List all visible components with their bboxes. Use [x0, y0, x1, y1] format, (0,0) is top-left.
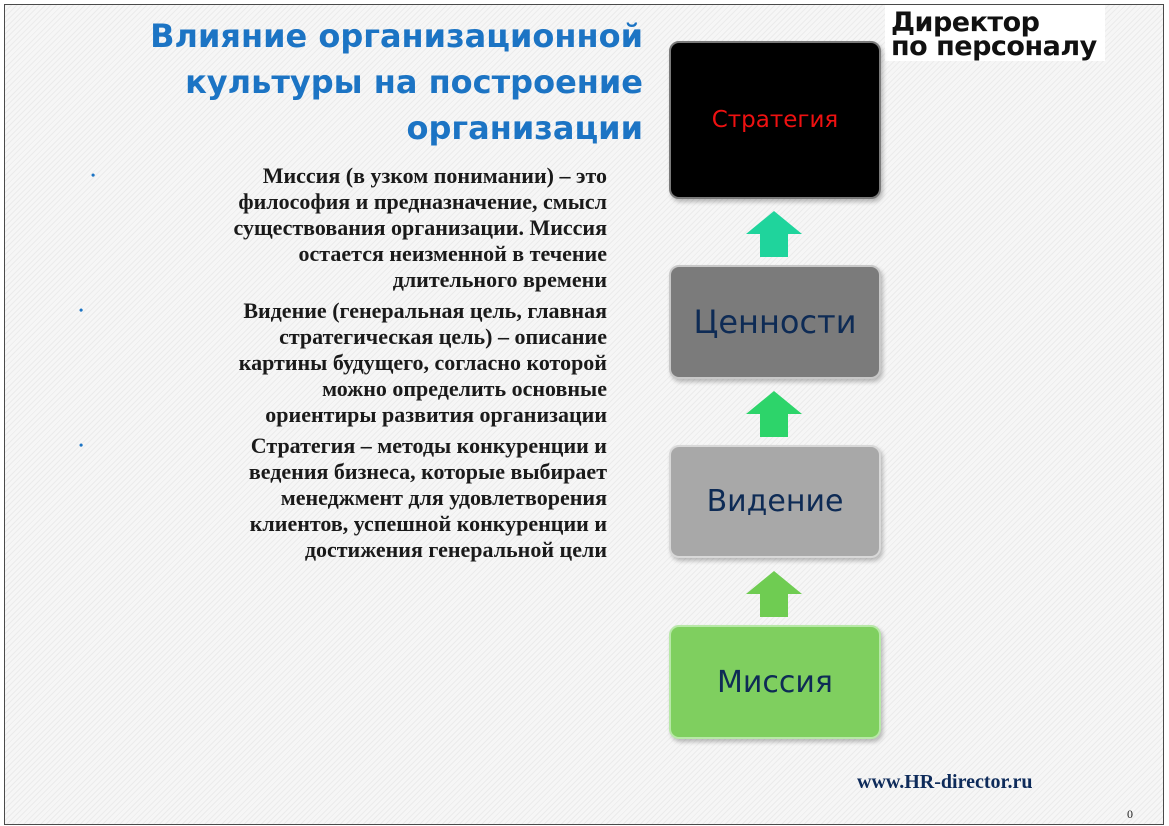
bullet-text-line: Миссия (в узком понимании) – это: [262, 163, 607, 188]
mission-label: Миссия: [717, 664, 833, 700]
strategy-label: Стратегия: [711, 107, 839, 133]
logo-line-2: по персоналу: [891, 31, 1097, 62]
bullet-text-line: достижения генеральной цели: [304, 537, 607, 562]
up-arrow-shape: [746, 391, 802, 437]
bullet-list: [75, 163, 607, 568]
strategy-box: [669, 41, 881, 199]
mission-box: [669, 625, 881, 739]
slide-title: [45, 13, 643, 151]
bullet-text-line: можно определить основные: [322, 376, 607, 401]
bullet-text-line: остается неизменной в течение: [298, 241, 607, 266]
vision-box: [669, 445, 881, 558]
bullet-text-line: существования организации. Миссия: [233, 215, 607, 240]
up-arrow-icon: [746, 211, 802, 257]
vision-label: Видение: [706, 484, 844, 519]
page-number: 0: [1127, 807, 1133, 821]
bullet-text-line: стратегическая цель) – описание: [279, 324, 607, 349]
bullet-text-line: Стратегия – методы конкуренции и: [250, 433, 607, 458]
values-label: Ценности: [693, 303, 857, 341]
bullet-text-line: картины будущего, согласно которой: [238, 350, 607, 375]
logo-line-1: Директор: [891, 7, 1040, 38]
up-arrow-shape: [746, 211, 802, 257]
bullet-dot-icon: •: [91, 168, 96, 182]
bullet-text-line: менеджмент для удовлетворения: [280, 485, 607, 510]
title-line-3: организации: [406, 109, 643, 147]
bullet-text-line: клиентов, успешной конкуренции и: [249, 511, 607, 536]
values-box: [669, 265, 881, 379]
bullet-dot-icon: •: [79, 438, 84, 452]
bullet-text-line: ведения бизнеса, которые выбирает: [248, 459, 607, 484]
bullet-dot-icon: •: [79, 303, 84, 317]
bullet-item-mission: [75, 163, 607, 293]
up-arrow-icon: [746, 391, 802, 437]
bullet-item-vision: [75, 298, 607, 428]
bullet-text-line: ориентиры развития организации: [265, 402, 607, 427]
website-url: www.HR-director.ru: [857, 771, 1033, 793]
title-line-2: культуры на построение: [185, 63, 643, 101]
slide: [4, 4, 1164, 825]
bullet-text-line: Видение (генеральная цель, главная: [243, 298, 607, 323]
bullet-text-line: длительного времени: [392, 267, 607, 292]
up-arrow-shape: [746, 571, 802, 617]
title-line-1: Влияние организационной: [150, 17, 643, 55]
bullet-text-line: философия и предназначение, смысл: [238, 189, 607, 214]
logo: [885, 5, 1105, 61]
up-arrow-icon: [746, 571, 802, 617]
bullet-item-strategy: [75, 433, 607, 563]
